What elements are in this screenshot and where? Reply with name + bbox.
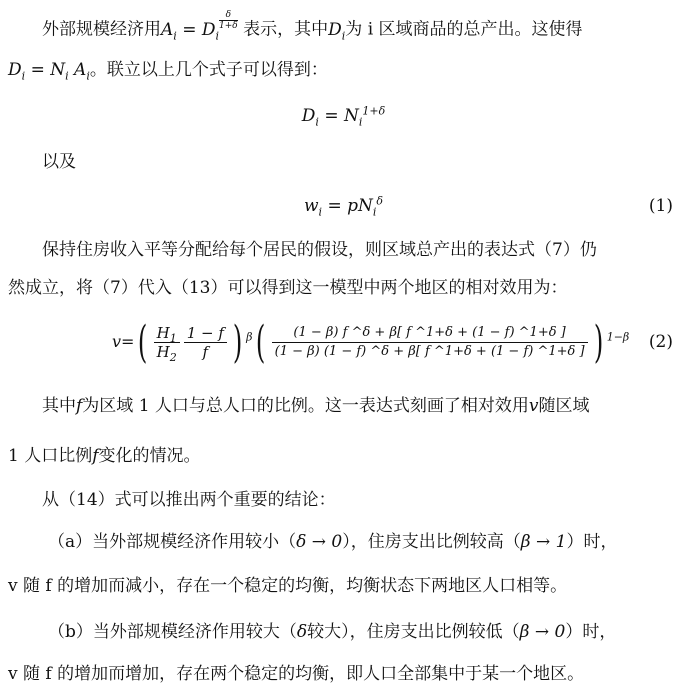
item-b-line1: （b）当外部规模经济作用较大（δ较大），住房支出比例较低（β → 0）时， [48,622,617,642]
math-sup: β [246,330,253,344]
math-eq: = [318,106,344,126]
left-paren: ( [138,316,148,368]
para3-line2: 1 人口比例f变化的情况。 [8,446,201,466]
yiji-text: 以及 [42,152,76,172]
exponent-fraction: $\frac{\delta}{1+\delta}$ [219,10,238,31]
math-eq: = [121,332,135,351]
text-segment: 。联立以上几个式子可以得到： [89,60,328,80]
fraction-H: $\frac{H_1}{H_2}$ [154,324,180,361]
item-a-line1: （a）当外部规模经济作用较小（δ → 0），住房支出比例较高（β → 1）时， [48,532,618,552]
equation-1 [0,194,687,218]
equation-number-1: (1) [648,196,673,216]
math-symbol: D [301,106,316,126]
text-segment: 为 i 区域商品的总产出。这使得 [345,19,583,40]
para2-line1: 保持住房收入平等分配给每个居民的假设，则区域总产出的表达式（7）仍 [42,240,597,260]
math-sup: 1−β [606,330,630,344]
math-sup: 1+δ [362,104,386,118]
equation-2 [112,316,629,368]
math-sub: i [315,115,319,129]
math-symbol: w [303,196,319,216]
right-paren-2: ) [593,316,603,368]
math-symbol: v [112,332,122,351]
para2-line2: 然成立，将（7）代入（13）可以得到这一模型中两个地区的相对效用为： [8,278,568,298]
para1-line2 [8,58,328,82]
para3-line1: 其中f为区域 1 人口与总人口的比例。这一表达式刻画了相对效用v随区域 [42,396,590,416]
left-paren-2: ( [256,316,266,368]
inline-math-D: $D_i$ [328,19,346,43]
math-sup: δ [376,194,384,208]
equation-number-2: (2) [648,332,673,352]
item-b-line2: v 随 f 的增加而增加，存在两个稳定的均衡，即人口全部集中于某一个地区。 [8,664,585,684]
text-segment: 外部规模经济用 [42,19,161,40]
equation-D [0,104,687,128]
math-eq: = [322,196,348,216]
math-sub: i [318,205,323,219]
math-sub: i [358,115,363,129]
inline-math-DNA: $D_i = N_i$ $A_i$ [8,60,90,83]
para4-line1: 从（14）式可以推出两个重要的结论： [42,490,336,510]
math-symbol: pN [347,196,373,216]
fraction-main: $\frac{(1 - \beta) f \^{}\delta + \beta[ f \^{}1+\delta + (1 - f) \^{}1+\delta ]}{(1 - \beta) (1 - f) \^{}\delta + \beta[ f \^{}1+\delta + (1 - f) \^{}1+\delta ]}$ [272,324,588,361]
math-sub: i [372,205,377,219]
para1-line1 [42,10,583,42]
item-a-line2: v 随 f 的增加而减小，存在一个稳定的均衡，均衡状态下两地区人口相等。 [8,576,568,596]
inline-math-A: $A_i = D_i$ $\frac{\delta}{1+\delta}$ [161,10,238,43]
math-symbol: N [343,106,359,126]
fraction-f: $\frac{1 - f}{f}$ [184,324,227,361]
right-paren: ) [232,316,243,368]
text-segment: 表示，其中 [243,19,329,40]
